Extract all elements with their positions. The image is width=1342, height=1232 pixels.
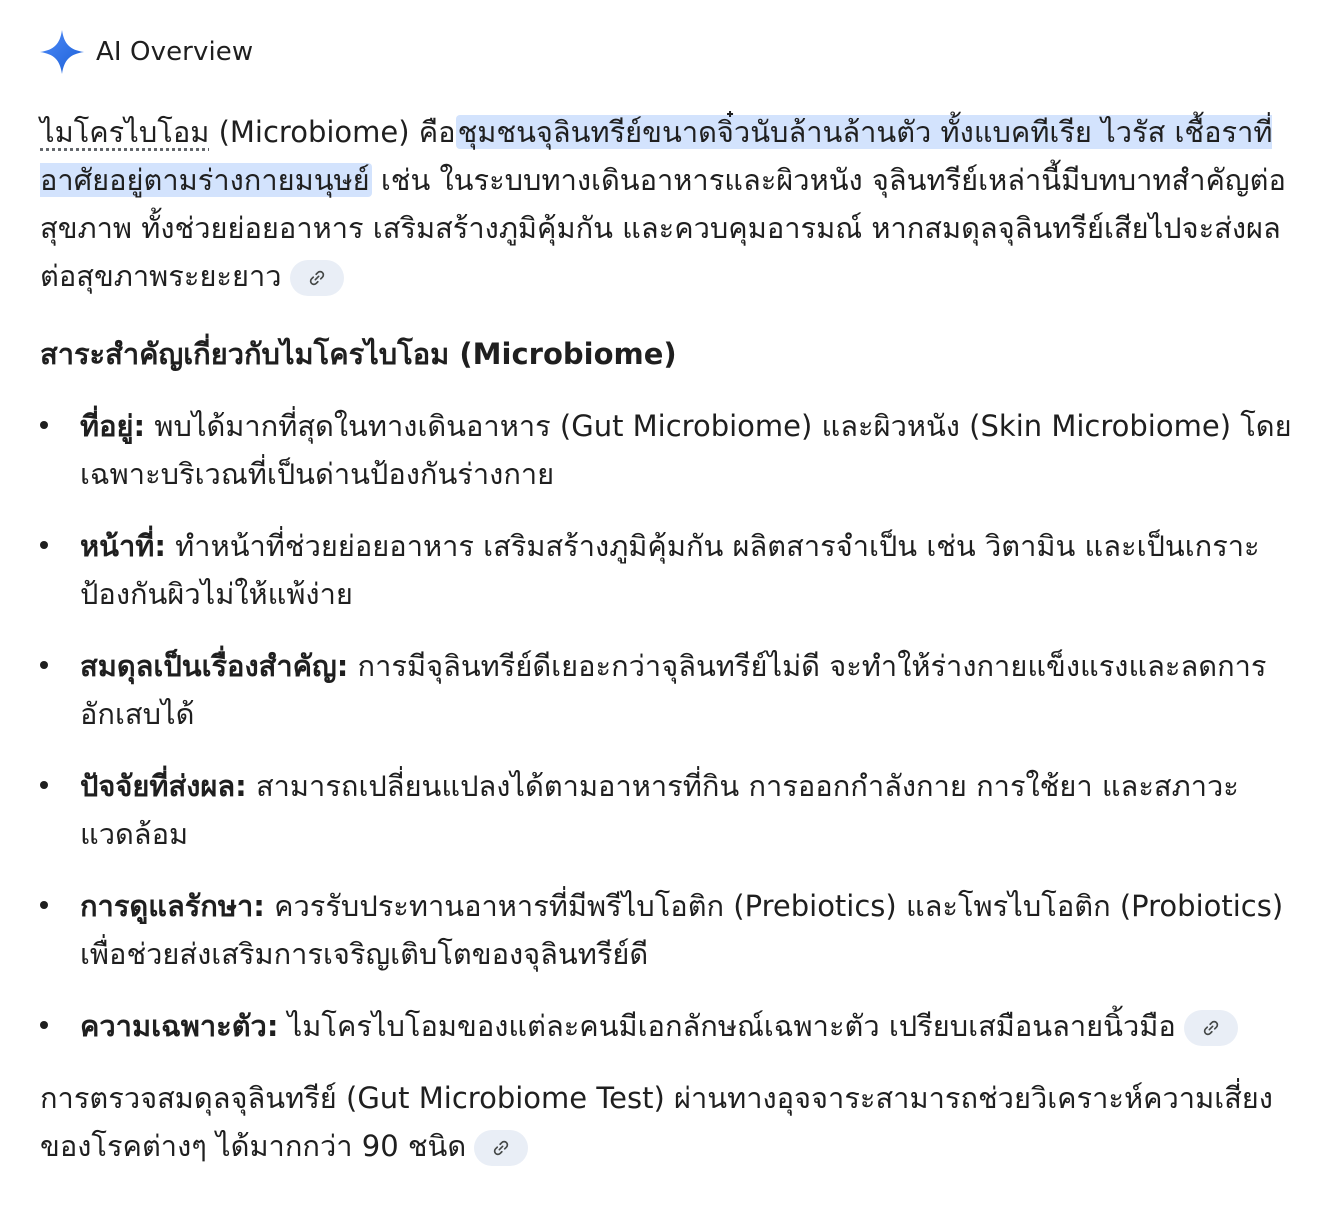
bullet-dot: [40, 781, 48, 789]
term-microbiome[interactable]: ไมโครไบโอม: [40, 115, 210, 149]
bullet-text: ไมโครไบโอมของแต่ละคนมีเอกลักษณ์เฉพาะตัว เปรียบเสมือนลายนิ้วมือ: [278, 1009, 1176, 1043]
bullet-label: สมดุลเป็นเรื่องสำคัญ:: [80, 649, 349, 683]
source-link-chip[interactable]: [474, 1130, 528, 1166]
source-link-chip[interactable]: [1184, 1010, 1238, 1046]
section-title: สาระสำคัญเกี่ยวกับไมโครไบโอม (Microbiome): [40, 337, 677, 371]
intro-text-after: เช่น ในระบบทางเดินอาหารและผิวหนัง จุลินทรีย์เหล่านี้มีบทบาทสำคัญต่อสุขภาพ ทั้งช่วยย่อยอาหาร เสริมสร้างภูมิคุ้มกัน และควบคุมอารมณ์ หากสมดุลจุลินทรีย์เสียไปจะส่งผลต่อสุขภาพระยะยาว: [40, 163, 1286, 293]
intro-paragraph: [40, 108, 1302, 300]
outro-text: การตรวจสมดุลจุลินทรีย์ (Gut Microbiome Test) ผ่านทางอุจจาระสามารถช่วยวิเคราะห์ความเสี่ยงของโรคต่างๆ ได้มากกว่า 90 ชนิด: [40, 1081, 1273, 1163]
outro-paragraph: [40, 1074, 1302, 1170]
bullet-label: การดูแลรักษา:: [80, 889, 265, 923]
bullet-text: ทำหน้าที่ช่วยย่อยอาหาร เสริมสร้างภูมิคุ้มกัน ผลิตสารจำเป็น เช่น วิตามิน และเป็นเกราะป้องกันผิวไม่ให้แพ้ง่าย: [80, 529, 1260, 611]
link-icon: [307, 268, 327, 288]
bullet-text: สามารถเปลี่ยนแปลงได้ตามอาหารที่กิน การออกกำลังกาย การใช้ยา และสภาวะแวดล้อม: [80, 769, 1239, 851]
list-item: [40, 1002, 1302, 1050]
link-icon: [491, 1138, 511, 1158]
list-item: [40, 882, 1302, 978]
list-item: [40, 762, 1302, 858]
bullet-dot: [40, 1021, 48, 1029]
sparkle-icon: [38, 28, 86, 76]
bullet-dot: [40, 661, 48, 669]
list-item: [40, 402, 1302, 498]
list-item: [40, 642, 1302, 738]
bullet-label: ที่อยู่:: [80, 409, 146, 443]
list-item: [40, 522, 1302, 618]
source-link-chip[interactable]: [290, 260, 344, 296]
bullet-text: ควรรับประทานอาหารที่มีพรีไบโอติก (Prebiotics) และโพรไบโอติก (Probiotics) เพื่อช่วยส่งเสริมการเจริญเติบโตของจุลินทรีย์ดี: [80, 889, 1284, 971]
bullet-dot: [40, 421, 48, 429]
bullet-text: พบได้มากที่สุดในทางเดินอาหาร (Gut Microbiome) และผิวหนัง (Skin Microbiome) โดยเฉพาะบริเวณที่เป็นด่านป้องกันร่างกาย: [80, 409, 1292, 491]
bullet-label: ความเฉพาะตัว:: [80, 1009, 279, 1043]
bullet-dot: [40, 541, 48, 549]
intro-text-before: (Microbiome) คือ: [209, 115, 456, 149]
key-points-list: [40, 402, 1302, 1050]
ai-overview-title: AI Overview: [96, 37, 254, 67]
bullet-label: ปัจจัยที่ส่งผล:: [80, 769, 247, 803]
bullet-dot: [40, 901, 48, 909]
bullet-label: หน้าที่:: [80, 529, 166, 563]
link-icon: [1201, 1018, 1221, 1038]
highlighted-definition: ชุมชนจุลินทรีย์ขนาดจิ๋วนับล้านล้านตัว ทั้งแบคทีเรีย ไวรัส เชื้อราที่อาศัยอยู่ตามร่างกายมนุษย์: [40, 115, 1273, 197]
ai-overview-header: [40, 28, 1302, 76]
ai-overview-panel: [0, 28, 1302, 1170]
bullet-text: การมีจุลินทรีย์ดีเยอะกว่าจุลินทรีย์ไม่ดี จะทำให้ร่างกายแข็งแรงและลดการอักเสบได้: [80, 649, 1267, 731]
